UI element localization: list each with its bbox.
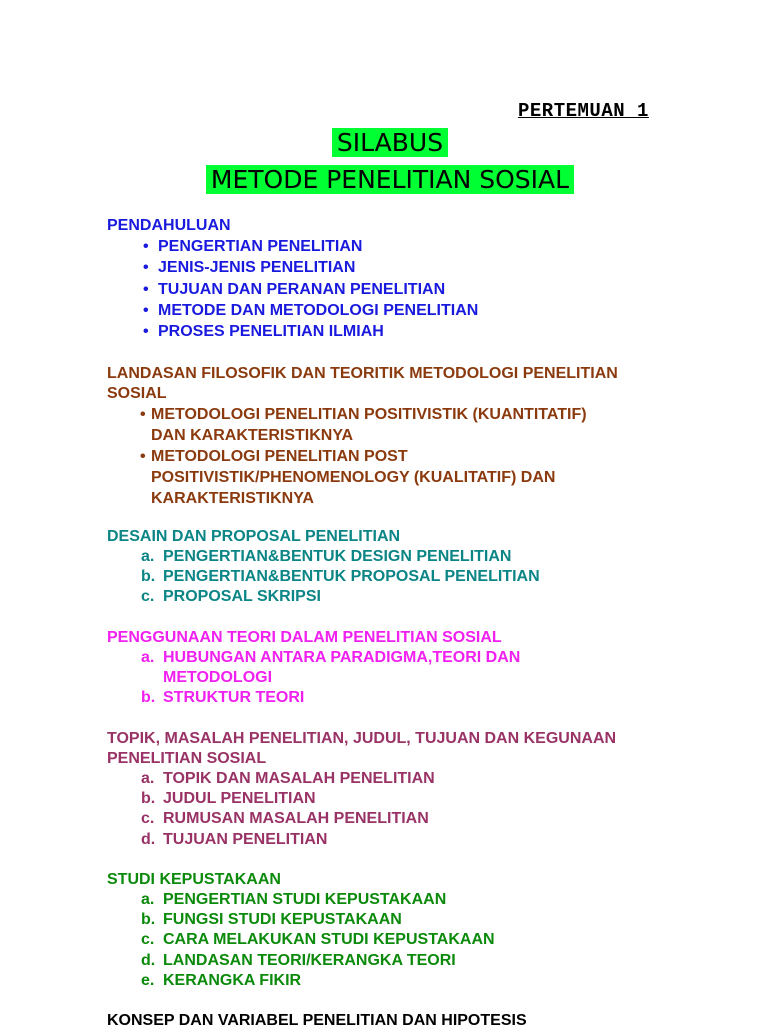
- list-item: • METODOLOGI PENELITIAN POSITIVISTIK (KUANTITATIF) DAN KARAKTERISTIKNYA: [140, 406, 587, 444]
- list-item: • TUJUAN DAN PERANAN PENELITIAN: [107, 279, 747, 300]
- section-konsep: [107, 1011, 747, 1031]
- list-item: • PENGERTIAN PENELITIAN: [107, 236, 747, 257]
- syllabus-title: SILABUS: [0, 125, 768, 161]
- section-pendahuluan: [107, 216, 747, 342]
- bullet-icon: •: [140, 448, 146, 465]
- bullet-list: [107, 404, 747, 509]
- list-item: • PROSES PENELITIAN ILMIAH: [107, 321, 747, 342]
- section-title: STUDI KEPUSTAKAAN: [107, 871, 281, 888]
- section-topik: [107, 729, 747, 850]
- list-item: a. HUBUNGAN ANTARA PARADIGMA,TEORI DAN METODOLOGI: [141, 649, 521, 687]
- section-title: TOPIK, MASALAH PENELITIAN, JUDUL, TUJUAN DAN KEGUNAAN: [107, 730, 617, 747]
- list-item: • JENIS-JENIS PENELITIAN: [107, 257, 747, 278]
- list-item: • METODE DAN METODOLOGI PENELITIAN: [107, 300, 747, 321]
- bullet-list: [107, 236, 747, 342]
- list-item: d. TUJUAN PENELITIAN: [141, 830, 328, 848]
- list-item: c. CARA MELAKUKAN STUDI KEPUSTAKAAN: [141, 931, 495, 949]
- list-item: a. PENGERTIAN STUDI KEPUSTAKAAN: [141, 891, 447, 908]
- bullet-icon: •: [143, 301, 149, 319]
- section-studi-kepustakaan: [107, 870, 747, 991]
- section-title: DESAIN DAN PROPOSAL PENELITIAN: [107, 528, 401, 545]
- list-item: b. JUDUL PENELITIAN: [141, 790, 316, 808]
- section-title-continued: PENELITIAN SOSIAL: [107, 750, 267, 767]
- list-item: b. FUNGSI STUDI KEPUSTAKAAN: [141, 911, 402, 929]
- list-item: a. TOPIK DAN MASALAH PENELITIAN: [141, 770, 435, 787]
- course-title: METODE PENELITIAN SOSIAL: [0, 162, 768, 198]
- bullet-icon: •: [140, 406, 146, 423]
- list-item: b. STRUKTUR TEORI: [141, 689, 305, 707]
- meeting-number: PERTEMUAN 1: [518, 100, 649, 122]
- alpha-list: [107, 648, 747, 709]
- section-title: KONSEP DAN VARIABEL PENELITIAN DAN HIPOTESIS: [107, 1012, 527, 1029]
- alpha-list: [107, 890, 747, 991]
- section-landasan: [107, 364, 747, 509]
- bullet-icon: •: [143, 259, 149, 277]
- section-title-continued: SOSIAL: [107, 385, 167, 402]
- list-item: c. RUMUSAN MASALAH PENELITIAN: [141, 810, 429, 828]
- list-item: • METODOLOGI PENELITIAN POST POSITIVISTIK/PHENOMENOLOGY (KUALITATIF) DAN KARAKTERISTIKNYA: [140, 448, 556, 507]
- section-teori: [107, 628, 747, 709]
- section-desain: [107, 527, 747, 608]
- alpha-list: [107, 547, 747, 608]
- section-title: PENGGUNAAN TEORI DALAM PENELITIAN SOSIAL: [107, 629, 502, 646]
- list-item: e. KERANGKA FIKIR: [141, 971, 302, 989]
- bullet-icon: •: [143, 238, 149, 255]
- section-title: LANDASAN FILOSOFIK DAN TEORITIK METODOLOGI PENELITIAN: [107, 365, 618, 382]
- list-item: a. PENGERTIAN&BENTUK DESIGN PENELITIAN: [141, 548, 512, 565]
- bullet-icon: •: [143, 280, 149, 298]
- list-item: d. LANDASAN TEORI/KERANGKA TEORI: [141, 951, 456, 969]
- alpha-list: [107, 769, 747, 850]
- list-item: b. PENGERTIAN&BENTUK PROPOSAL PENELITIAN: [141, 568, 540, 586]
- bullet-icon: •: [143, 323, 149, 341]
- section-title: PENDAHULUAN: [107, 217, 231, 234]
- list-item: c. PROPOSAL SKRIPSI: [141, 588, 321, 606]
